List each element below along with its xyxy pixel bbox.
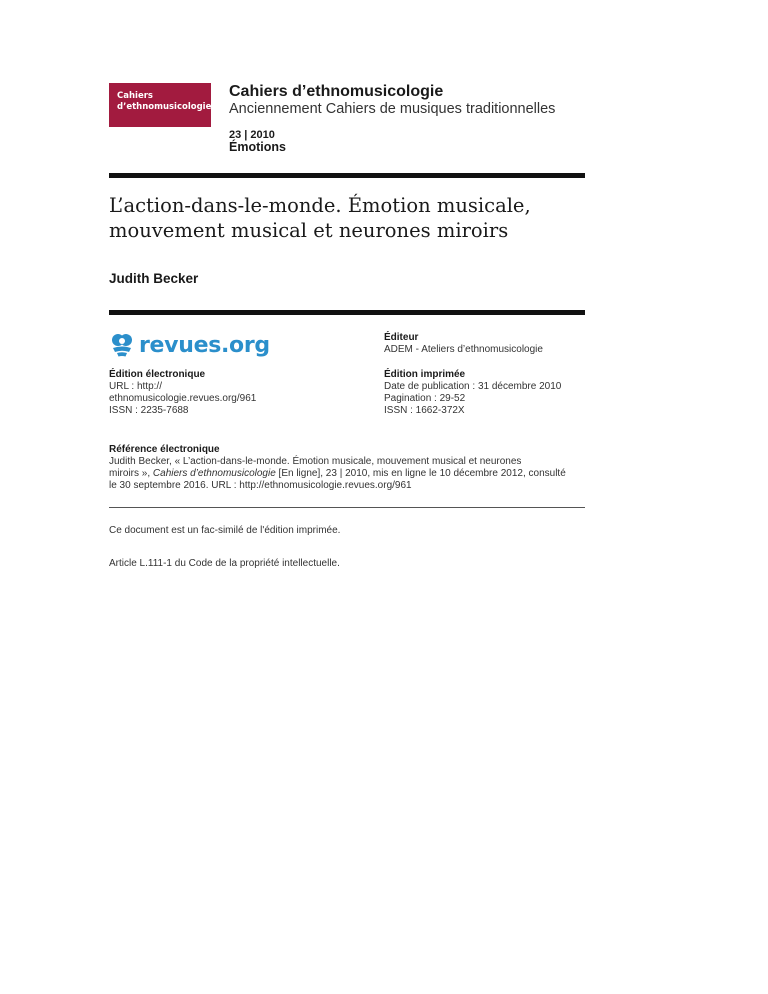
- copyright-note: Article L.111-1 du Code de la propriété intellectuelle.: [109, 558, 340, 569]
- metadata-divider: [109, 310, 585, 315]
- reference-journal-name: Cahiers d’ethnomusicologie: [152, 468, 276, 479]
- journal-subtitle: Anciennement Cahiers de musiques traditionnelles: [229, 101, 556, 117]
- journal-title: Cahiers d’ethnomusicologie: [229, 83, 444, 100]
- article-title-line1: L’action-dans-le-monde. Émotion musicale,: [109, 194, 531, 217]
- reference-line3: le 30 septembre 2016. URL : http://ethnomusicologie.revues.org/961: [109, 480, 412, 491]
- article-title-line2: mouvement musical et neurones miroirs: [109, 219, 509, 242]
- reference-line2-start: miroirs »,: [109, 468, 153, 479]
- header-divider: [109, 173, 585, 178]
- reference-line2: [109, 468, 589, 480]
- reference-heading: Référence électronique: [109, 444, 220, 455]
- edition-electronique-issn: ISSN : 2235-7688: [109, 405, 189, 416]
- edition-electronique-block: [109, 369, 256, 417]
- reference-line2-end: [En ligne], 23 | 2010, mis en ligne le 10 décembre 2012, consulté: [275, 468, 566, 479]
- issue-theme: Émotions: [229, 140, 286, 154]
- edition-electronique-url-label: URL : http://: [109, 381, 162, 392]
- reference-line1: Judith Becker, « L’action-dans-le-monde. Émotion musicale, mouvement musical et neurones: [109, 456, 522, 467]
- journal-logo-line2: d’ethnomusicologie: [117, 102, 212, 112]
- revues-org-icon: [109, 332, 135, 358]
- revues-org-logo: [109, 331, 270, 359]
- article-author: Judith Becker: [109, 271, 199, 286]
- editeur-value: ADEM - Ateliers d’ethnomusicologie: [384, 344, 543, 355]
- reference-electronique: [109, 444, 589, 492]
- article-title: [109, 193, 579, 243]
- edition-imprimee-date: Date de publication : 31 décembre 2010: [384, 381, 562, 392]
- journal-logo: [109, 83, 211, 127]
- notes-divider: [109, 507, 585, 508]
- edition-imprimee-heading: Édition imprimée: [384, 369, 466, 380]
- revues-org-text: revues.org: [139, 332, 270, 358]
- editeur-heading: Éditeur: [384, 332, 419, 343]
- journal-logo-line1: Cahiers: [117, 91, 153, 101]
- facsimile-note: Ce document est un fac-similé de l'édition imprimée.: [109, 525, 341, 536]
- edition-imprimee-block: [384, 369, 561, 417]
- edition-electronique-url[interactable]: ethnomusicologie.revues.org/961: [109, 393, 257, 404]
- editeur-block: [384, 332, 543, 356]
- issue-number: 23 | 2010: [229, 129, 275, 141]
- edition-imprimee-issn: ISSN : 1662-372X: [384, 405, 465, 416]
- edition-imprimee-pagination: Pagination : 29-52: [384, 393, 466, 404]
- edition-electronique-heading: Édition électronique: [109, 369, 206, 380]
